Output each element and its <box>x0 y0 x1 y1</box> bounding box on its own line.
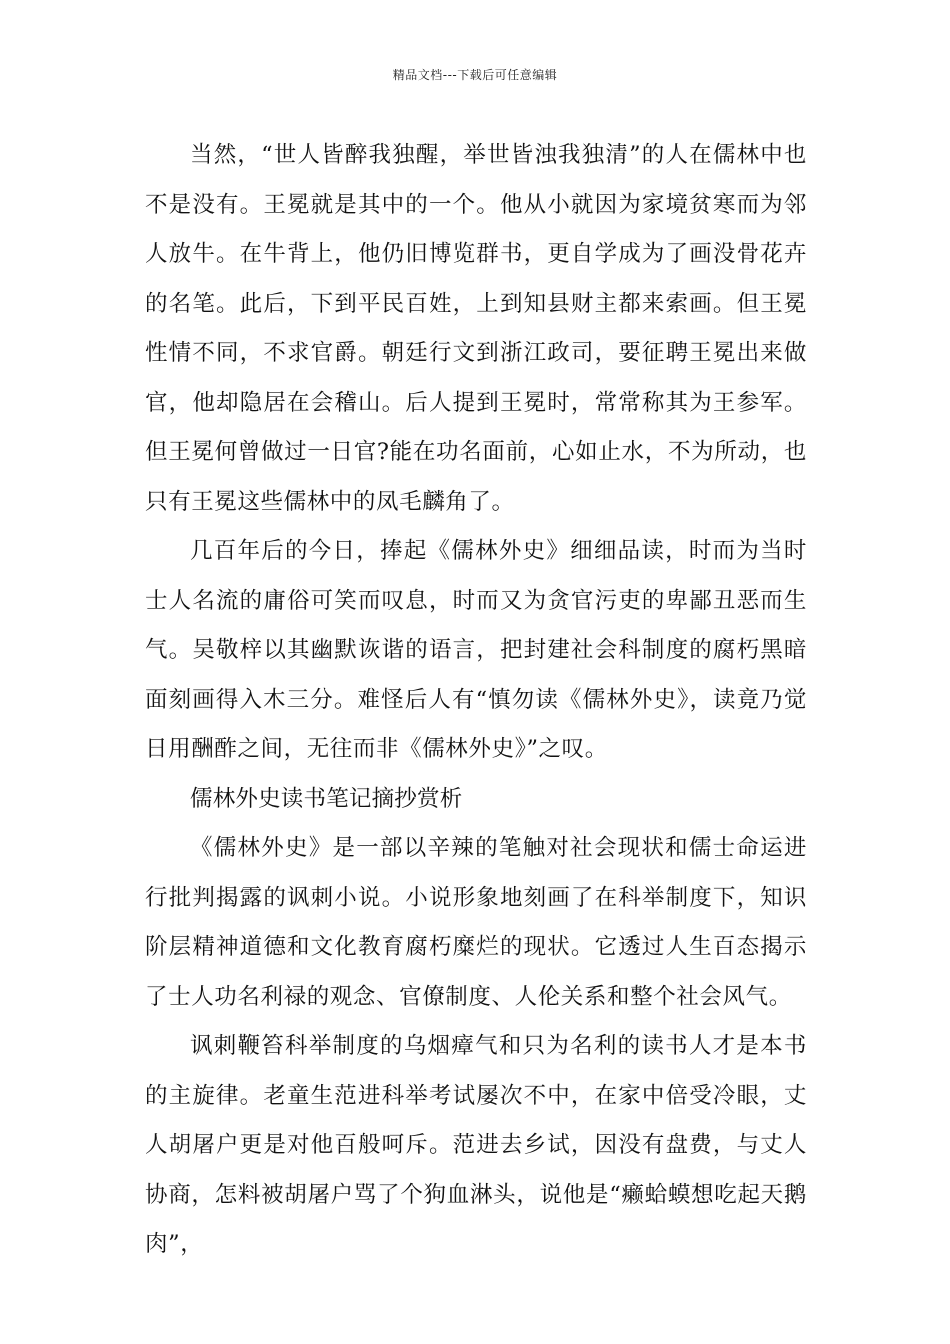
section-heading: 儒林外史读书笔记摘抄赏析 <box>190 785 463 812</box>
paragraph-novel-summary: 《儒林外史》是一部以辛辣的笔触对社会现状和儒士命运进行批判揭露的讽刺小说。小说形象地刻画了在科举制度下，知识阶层精神道德和文化教育腐朽糜烂的现状。它透过人生百态揭示了士人功名利禄的观念、官僚制度、人伦关系和整个社会风气。 <box>145 835 807 1010</box>
paragraph-reading-reflection: 几百年后的今日，捧起《儒林外史》细细品读，时而为当时士人名流的庸俗可笑而叹息，时而又为贪官污吏的卑鄙丑恶而生气。吴敬梓以其幽默诙谐的语言，把封建社会科制度的腐朽黑暗面刻画得入木三分。难怪后人有“慎勿读《儒林外史》，读竟乃觉日用酬酢之间，无往而非《儒林外史》”之叹。 <box>145 538 807 762</box>
paragraph-wang-mian: 当然，“世人皆醉我独醒，举世皆浊我独清”的人在儒林中也不是没有。王冕就是其中的一个。他从小就因为家境贫寒而为邻人放牛。在牛背上，他仍旧博览群书，更自学成为了画没骨花卉的名笔。此后，下到平民百姓，上到知县财主都来索画。但王冕性情不同，不求官爵。朝廷行文到浙江政司，要征聘王冕出来做官，他却隐居在会稽山。后人提到王冕时，常常称其为王参军。但王冕何曾做过一日官?能在功名面前，心如止水，不为所动，也只有王冕这些儒林中的凤毛麟角了。 <box>145 142 807 515</box>
document-body <box>145 131 807 1270</box>
page-header: 精品文档---下载后可任意编辑 <box>392 68 558 82</box>
paragraph-fan-jin: 讽刺鞭笞科举制度的乌烟瘴气和只为名利的读书人才是本书的主旋律。老童生范进科举考试屡次不中，在家中倍受冷眼，丈人胡屠户更是对他百般呵斥。范进去乡试，因没有盘费，与丈人协商，怎料被胡屠户骂了个狗血淋头，说他是“癞蛤蟆想吃起天鹅肉”， <box>145 1033 807 1257</box>
